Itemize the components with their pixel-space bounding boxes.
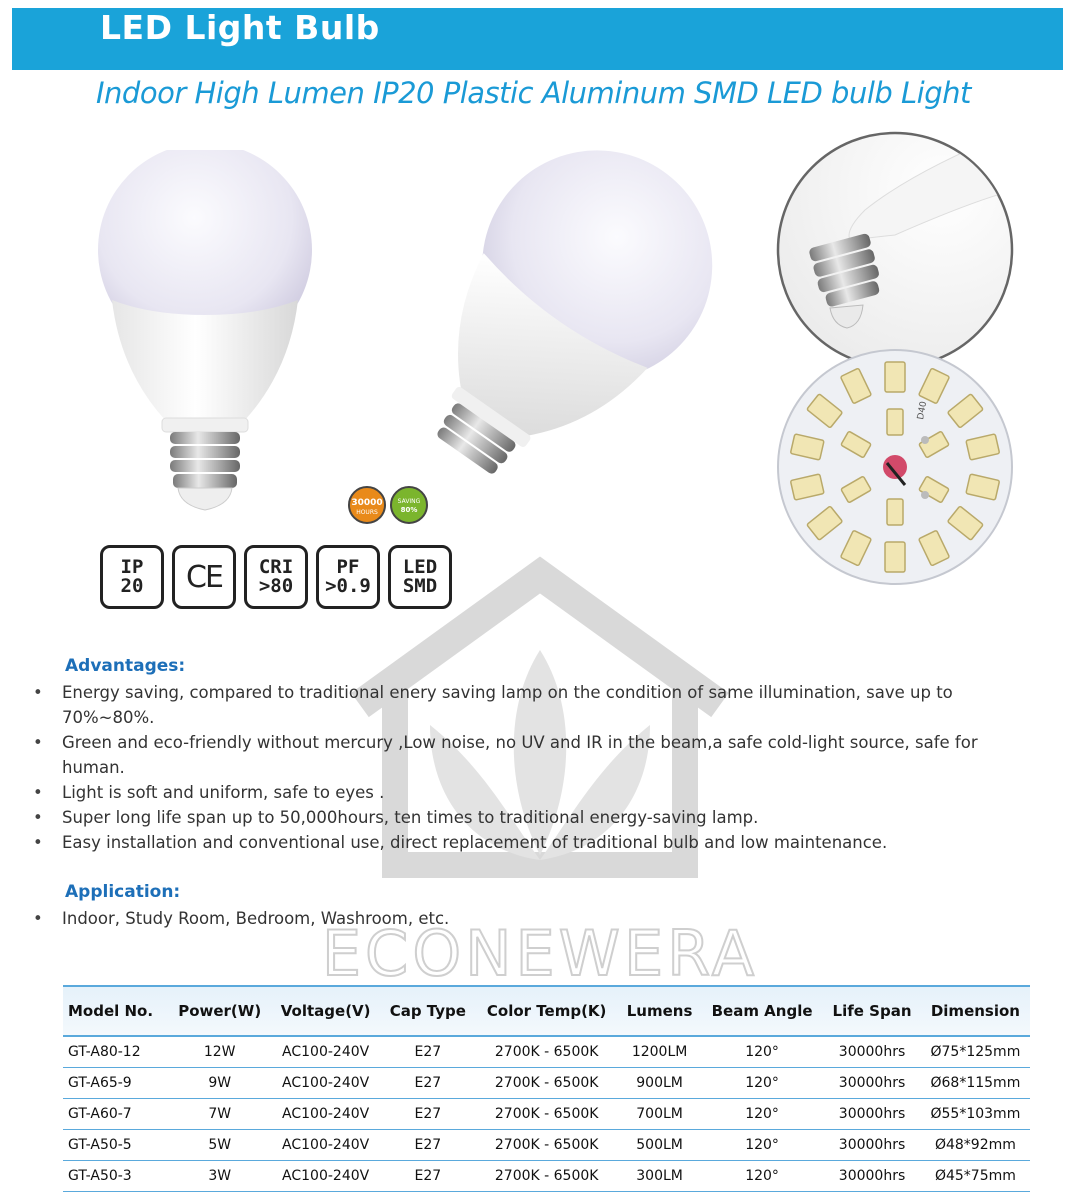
model-cell: GT-A65-9 [63, 1068, 169, 1099]
cri-line2: >80 [258, 575, 294, 597]
application-list [33, 906, 1043, 931]
feature-badges [345, 485, 435, 525]
voltage-cell: AC100-240V [271, 1036, 381, 1068]
beam-angle-cell: 120° [701, 1036, 823, 1068]
life-span-cell: 30000hrs [823, 1068, 921, 1099]
bulb-closeup-image [775, 130, 1015, 370]
advantage-item: • Energy saving, compared to traditional enery saving lamp on the condition of same illumination, save up to 70%~80%. [33, 680, 1043, 730]
pf-icon [316, 545, 380, 609]
col-beam-angle: Beam Angle [701, 986, 823, 1036]
application-heading: Application: [65, 882, 181, 902]
voltage-cell: AC100-240V [271, 1161, 381, 1192]
advantage-item: • Green and eco-friendly without mercury ,Low noise, no UV and IR in the beam,a safe cold-light source, safe for human. [33, 730, 1043, 780]
advantage-item: • Super long life span up to 50,000hours, ten times to traditional energy-saving lamp. [33, 805, 1043, 830]
pcb-label: D40 [916, 400, 930, 421]
life-span-cell: 30000hrs [823, 1036, 921, 1068]
led-bulb-front-image [90, 150, 320, 520]
beam-angle-cell: 120° [701, 1099, 823, 1130]
power-cell: 3W [169, 1161, 271, 1192]
color-temp-cell: 2700K - 6500K [475, 1099, 618, 1130]
cri-icon [244, 545, 308, 609]
table-header-row [63, 986, 1030, 1036]
table-row [63, 1130, 1030, 1161]
led-bulb-angled-image [330, 150, 730, 490]
dimension-cell: Ø55*103mm [921, 1099, 1030, 1130]
lumens-cell: 700LM [618, 1099, 701, 1130]
col-model: Model No. [63, 986, 169, 1036]
ip20-line1: IP [120, 556, 144, 578]
ce-mark-text: CE [186, 559, 222, 595]
dimension-cell: Ø45*75mm [921, 1161, 1030, 1192]
ip20-icon [100, 545, 164, 609]
hours-badge-number: 30000 [351, 498, 383, 508]
col-cap-type: Cap Type [381, 986, 476, 1036]
spec-table [63, 985, 1030, 1192]
power-cell: 5W [169, 1130, 271, 1161]
led-smd-line1: LED [402, 556, 438, 578]
color-temp-cell: 2700K - 6500K [475, 1130, 618, 1161]
hours-badge-label: HOURS [356, 509, 378, 516]
color-temp-cell: 2700K - 6500K [475, 1161, 618, 1192]
led-smd-line2: SMD [402, 575, 438, 597]
table-row [63, 1068, 1030, 1099]
life-span-cell: 30000hrs [823, 1099, 921, 1130]
lumens-cell: 500LM [618, 1130, 701, 1161]
cap-type-cell: E27 [381, 1099, 476, 1130]
col-power: Power(W) [169, 986, 271, 1036]
watermark-text: ECONEWERA [321, 917, 759, 985]
advantage-item: • Easy installation and conventional use, direct replacement of traditional bulb and low maintenance. [33, 830, 1043, 855]
color-temp-cell: 2700K - 6500K [475, 1036, 618, 1068]
beam-angle-cell: 120° [701, 1068, 823, 1099]
cap-type-cell: E27 [381, 1068, 476, 1099]
lumens-cell: 900LM [618, 1068, 701, 1099]
voltage-cell: AC100-240V [271, 1068, 381, 1099]
led-chip [887, 499, 903, 525]
pf-line2: >0.9 [325, 575, 371, 597]
lumens-cell: 300LM [618, 1161, 701, 1192]
saving-badge-percent: 80% [400, 506, 418, 514]
cap-type-cell: E27 [381, 1130, 476, 1161]
page-title: LED Light Bulb [100, 8, 380, 47]
model-cell: GT-A50-3 [63, 1161, 169, 1192]
col-dimension: Dimension [921, 986, 1030, 1036]
table-row [63, 1161, 1030, 1192]
dimension-cell: Ø48*92mm [921, 1130, 1030, 1161]
ce-mark-icon [172, 545, 236, 609]
led-chip [885, 362, 905, 392]
led-chip [885, 542, 905, 572]
page-subtitle: Indoor High Lumen IP20 Plastic Aluminum SMD LED bulb Light [96, 76, 971, 110]
cri-line1: CRI [258, 556, 294, 578]
power-cell: 9W [169, 1068, 271, 1099]
power-cell: 7W [169, 1099, 271, 1130]
led-chip [887, 409, 903, 435]
beam-angle-cell: 120° [701, 1161, 823, 1192]
lumens-cell: 1200LM [618, 1036, 701, 1068]
table-row [63, 1099, 1030, 1130]
ip20-line2: 20 [120, 575, 144, 597]
advantages-list [33, 680, 1043, 855]
col-color-temp: Color Temp(K) [475, 986, 618, 1036]
led-smd-pcb-image [775, 345, 1015, 590]
cap-type-cell: E27 [381, 1036, 476, 1068]
voltage-cell: AC100-240V [271, 1099, 381, 1130]
model-cell: GT-A50-5 [63, 1130, 169, 1161]
beam-angle-cell: 120° [701, 1130, 823, 1161]
table-row [63, 1036, 1030, 1068]
saving-badge-label: SAVING [397, 498, 421, 505]
life-span-cell: 30000hrs [823, 1130, 921, 1161]
advantage-item: • Light is soft and uniform, safe to eyes . [33, 780, 1043, 805]
col-lumens: Lumens [618, 986, 701, 1036]
pf-line1: PF [336, 556, 360, 578]
dimension-cell: Ø68*115mm [921, 1068, 1030, 1099]
led-smd-icon [388, 545, 452, 609]
cap-type-cell: E27 [381, 1161, 476, 1192]
col-voltage: Voltage(V) [271, 986, 381, 1036]
model-cell: GT-A80-12 [63, 1036, 169, 1068]
life-span-cell: 30000hrs [823, 1161, 921, 1192]
color-temp-cell: 2700K - 6500K [475, 1068, 618, 1099]
advantages-heading: Advantages: [65, 656, 186, 676]
application-item: • Indoor, Study Room, Bedroom, Washroom, etc. [33, 906, 1043, 931]
dimension-cell: Ø75*125mm [921, 1036, 1030, 1068]
power-cell: 12W [169, 1036, 271, 1068]
model-cell: GT-A60-7 [63, 1099, 169, 1130]
voltage-cell: AC100-240V [271, 1130, 381, 1161]
col-life-span: Life Span [823, 986, 921, 1036]
